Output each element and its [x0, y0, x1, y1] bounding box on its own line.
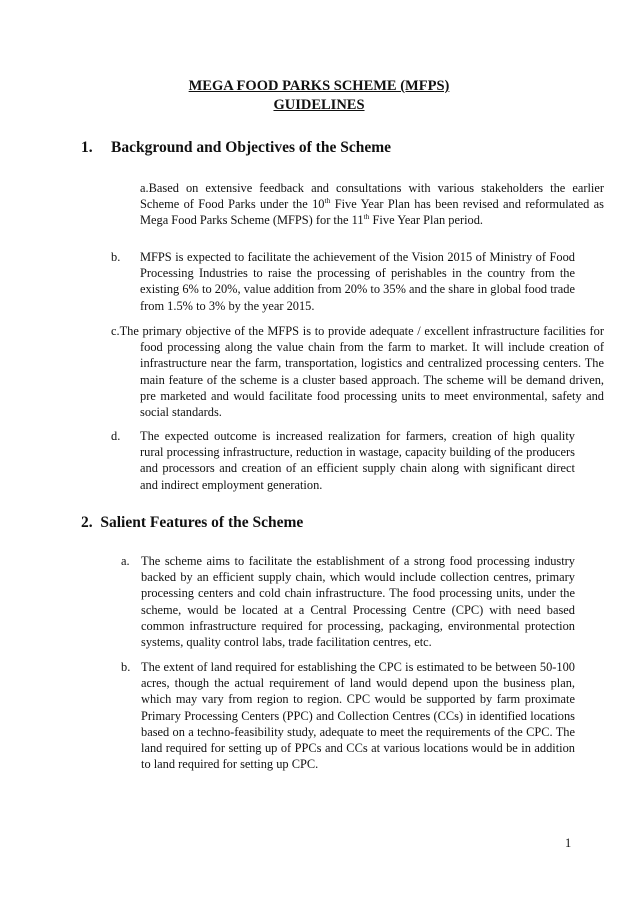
section-2-item-a-text: The scheme aims to facilitate the establishment of a strong food processing industry backed by an efficient supply chain, which would include collection centres, primary processing centers and cold chain infrastructure. The food processing units, under the scheme, would be located at a Central Processing Centre (CPC) with need based common infrastructure required for processing, packaging, environmental protection systems, quality control labs, trade facilitation centres, etc. [141, 554, 575, 650]
item-marker: a. [140, 181, 149, 195]
item-marker: b. [111, 250, 121, 264]
section-1-item-c-text: c.The primary objective of the MFPS is to provide adequate / excellent infrastructure facilities for food processing along the value chain from the farm to market. It will include creation of infrastructure near the farm, transportation, logistics and centralized processing centers. The main feature of the scheme is a cluster based approach. The scheme will be demand driven, pre marketed and would facilitate food processing units to meet environmental, safety and social standards. [111, 324, 604, 420]
section-1-heading: Background and Objectives of the Scheme [111, 139, 392, 156]
section-1-number: 1. [81, 139, 93, 156]
section-1-item-a-text: a.Based on extensive feedback and consultations with various stakeholders the earlier Scheme of Food Parks under the 10th Five Year Plan has been revised and reformulated as Mega Food Parks Scheme (MFPS) for the 11th Five Year Plan period. [140, 181, 604, 228]
section-2-heading: 2. Salient Features of the Scheme [81, 514, 304, 531]
section-1-item-d-text: The expected outcome is increased realization for farmers, creation of high quality rural processing infrastructure, reduction in wastage, capacity building of the producers and processors and creation of an efficient supply chain along with significant direct and indirect employment generation. [140, 429, 575, 492]
item-marker: d. [111, 429, 121, 443]
section-1-item-b-text: MFPS is expected to facilitate the achievement of the Vision 2015 of Ministry of Food Processing Industries to raise the processing of perishables in the country from the existing 6% to 20%, value addition from 20% to 35% and the share in global food trade from 1.5% to 3% by the year 2015. [140, 250, 575, 313]
item-marker: c. [111, 324, 120, 338]
item-marker: a. [121, 554, 130, 568]
page-number: 1 [565, 836, 572, 850]
document-title: MEGA FOOD PARKS SCHEME (MFPS) [188, 78, 450, 94]
document-subtitle: GUIDELINES [273, 97, 365, 113]
item-marker: b. [121, 660, 131, 674]
section-2-item-b-text: The extent of land required for establishing the CPC is estimated to be between 50-100 acres, though the actual requirement of land would depend upon the business plan, which may vary from region to region. CPC would be supported by farm proximate Primary Processing Centers (PPC) and Collection Centres (CCs) in identified locations based on a techno-feasibility study, adequate to meet the requirements of the CPC. The land required for setting up of PPCs and CCs at various locations would be in addition to land required for setting up CPC. [141, 660, 575, 772]
